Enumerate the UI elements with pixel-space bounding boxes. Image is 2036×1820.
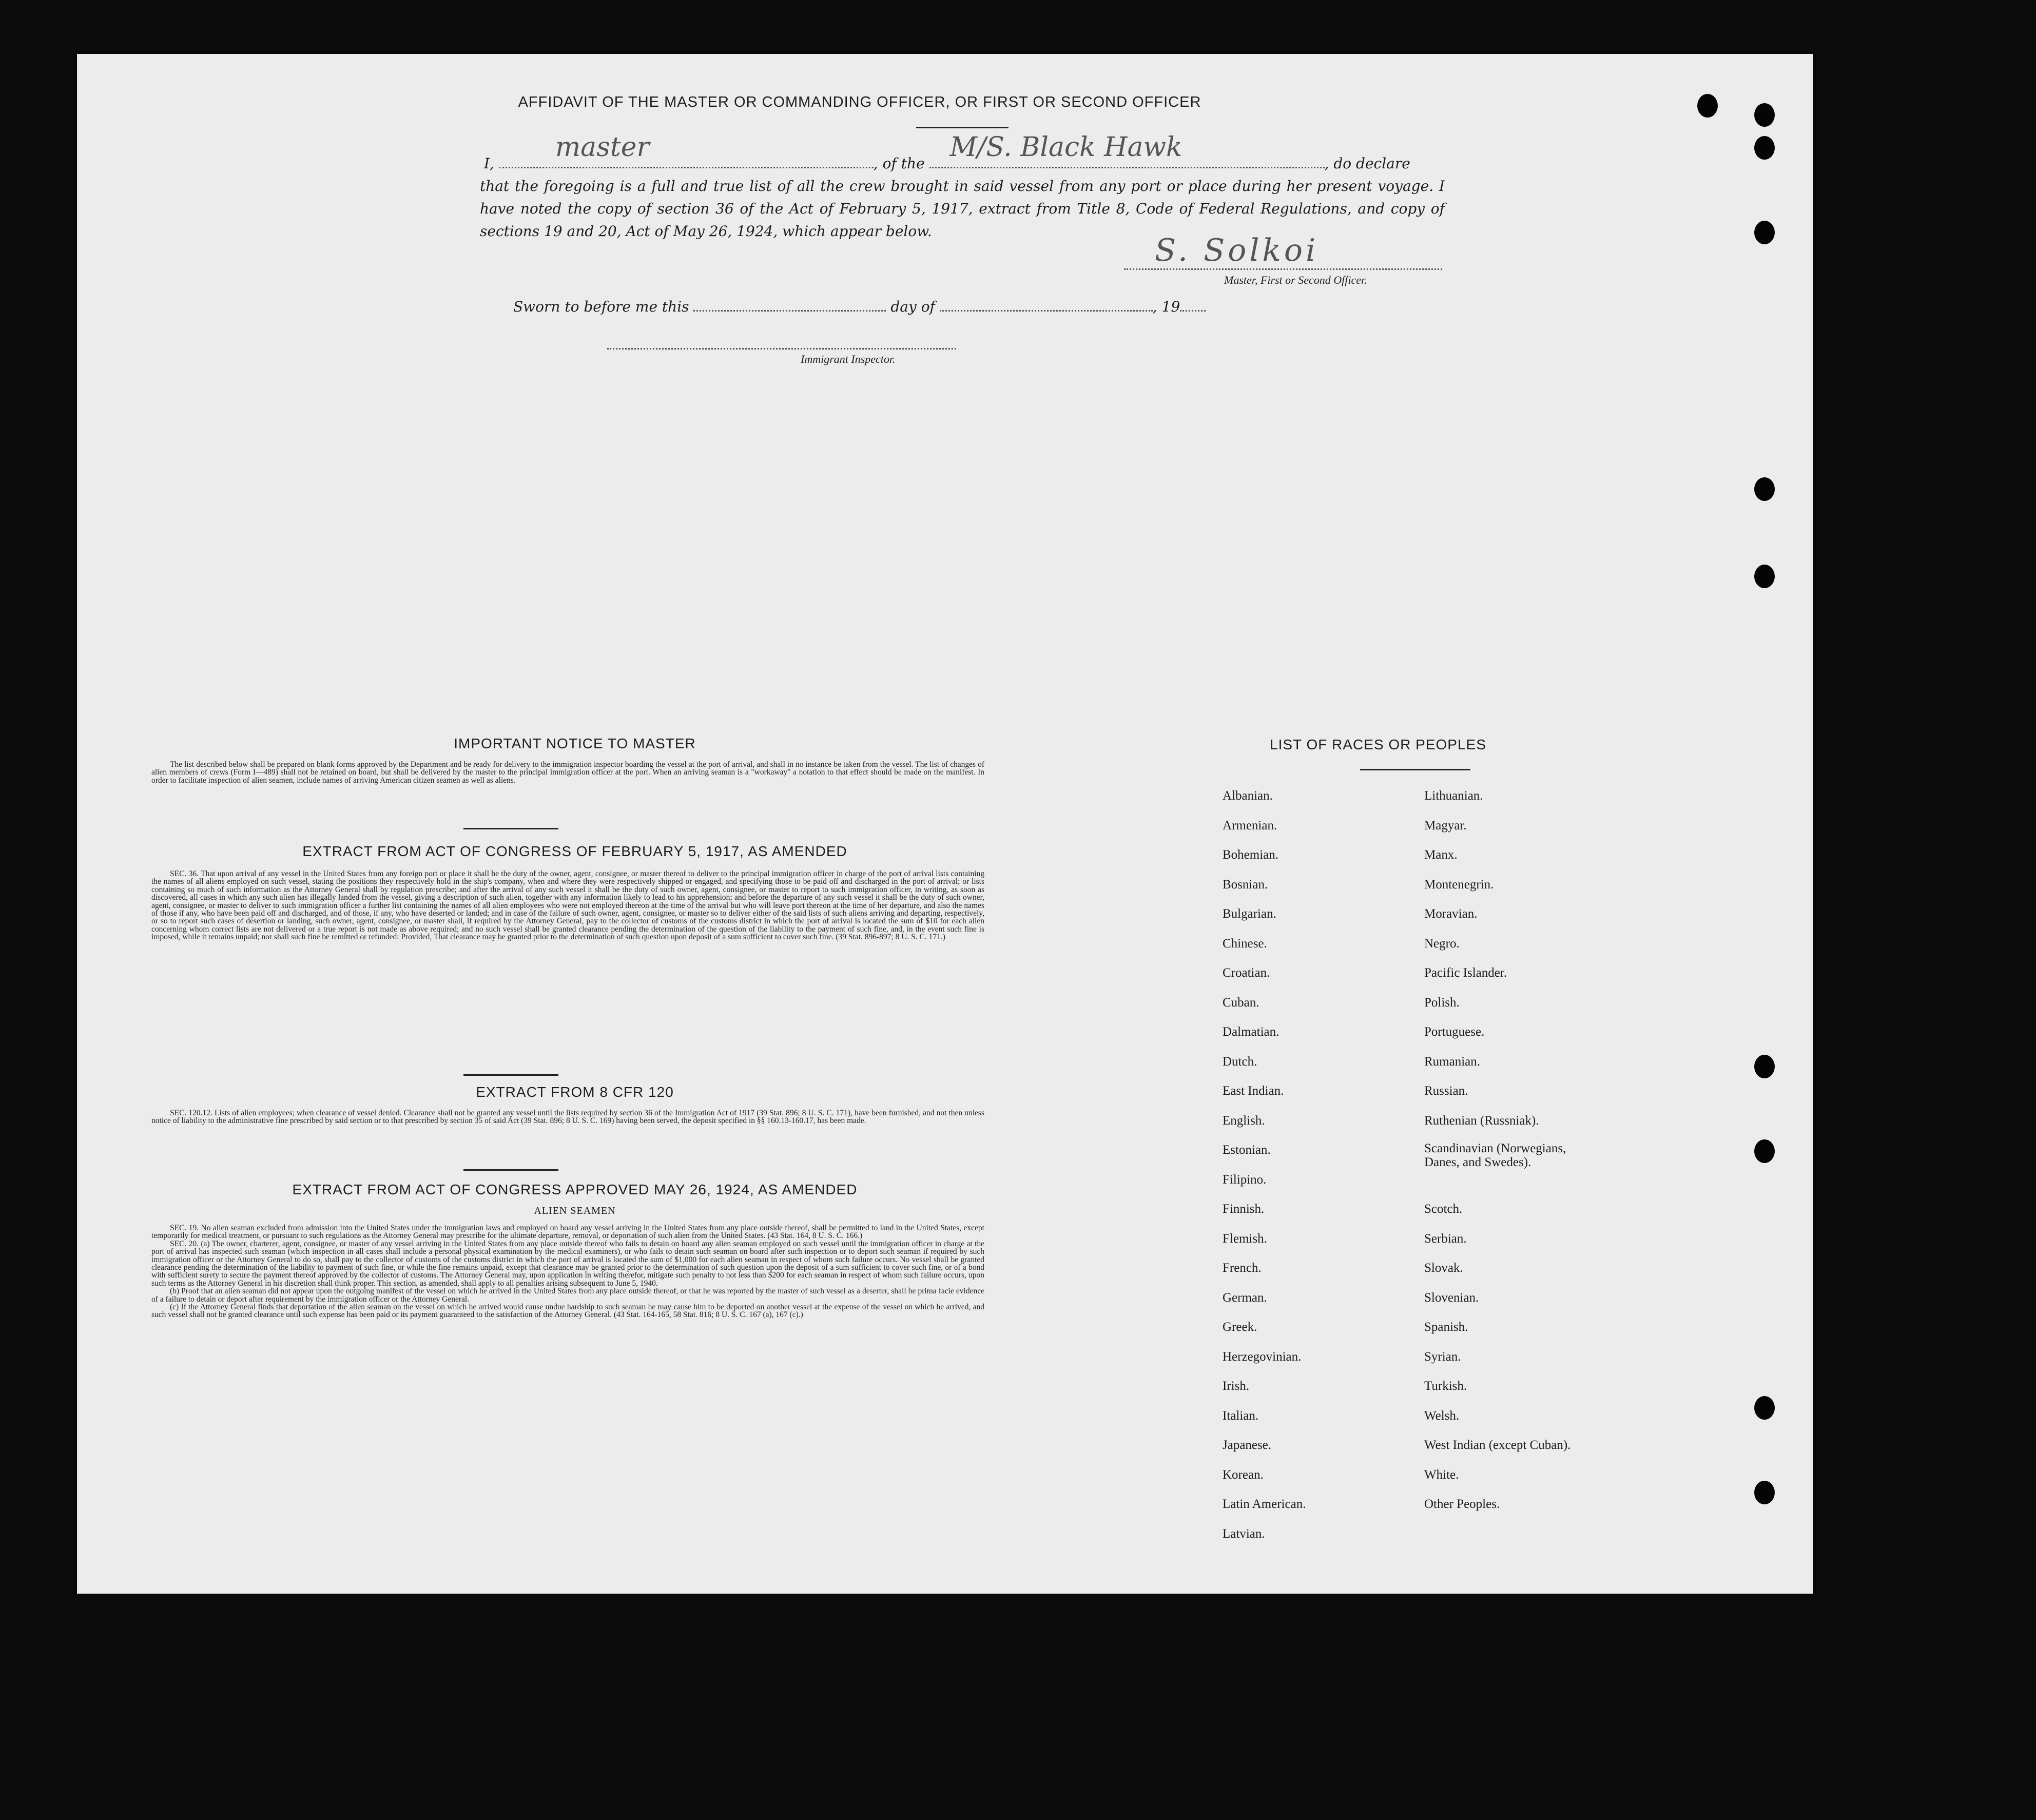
race-item: Lithuanian. [1424,789,1483,803]
extract-1917-body [151,870,984,941]
sworn-day-label: day of [890,298,935,315]
vessel-name-field [929,132,1325,168]
race-item: Chinese. [1223,936,1267,951]
declaration-mid: , of the [873,155,925,172]
punch-hole [1754,1481,1775,1504]
divider [463,828,558,829]
punch-hole [1754,221,1775,244]
extract-1917-title: EXTRACT FROM ACT OF CONGRESS OF FEBRUARY 5, 1917, AS AMENDED [302,843,847,859]
race-item: Ruthenian (Russniak). [1424,1113,1539,1128]
race-item: French. [1223,1261,1262,1275]
race-item: Latin American. [1223,1497,1306,1511]
race-item: Negro. [1424,936,1460,951]
race-item: Turkish. [1424,1379,1467,1393]
punch-hole [1754,1396,1775,1420]
race-item: Serbian. [1424,1231,1467,1246]
section-20a-paragraph: SEC. 20. (a) The owner, charterer, agent, consignee, or master of any vessel arriving in the United States from any place outside thereof who fails to detain on board any alien seaman employed on such vessel until the immigration officer in charge at the port of arrival has inspected such seaman (which inspection in all cases shall include a personal physical examination by the medical examiners), or who fails to detain such seaman on board after such inspection or to deport such seaman if required by such immigration officer or the Attorney General to do so, shall pay to the collector of customs of the customs district in which the port of arrival is located the sum of $1,000 for each alien seaman in respect of whom such failure occurs. No vessel shall be granted clearance pending the determination of the liability to payment of such fine, or while the fine remains unpaid, except that clearance may be granted prior to the determination of such question upon the deposit of a sum sufficient to cover such fine, or of a bond with sufficient surety to secure the payment thereof approved by the collector of customs. The Attorney General may, upon application in writing therefor, mitigate such penalty to not less than $200 for each seaman in respect of whom such failure occurs, upon such terms as the Attorney General in his discretion shall think proper. This section, as amended, shall apply to all penalties arising subsequent to June 5, 1940. [151,1239,984,1288]
vessel-name-handwriting: M/S. Black Hawk [949,132,1182,163]
punch-hole [1754,1139,1775,1163]
punch-hole [1754,1055,1775,1078]
declaration-line-1 [480,132,1445,175]
races-column-1 [1223,781,1306,1548]
race-item: Cuban. [1223,995,1259,1010]
punch-hole [1754,565,1775,588]
race-item: Polish. [1424,995,1460,1010]
document-page [77,54,1813,1594]
sworn-prefix: Sworn to before me this [513,298,689,315]
race-item: Flemish. [1223,1231,1267,1246]
divider [1360,769,1470,770]
race-item: Other Peoples. [1424,1497,1500,1511]
inspector-line [607,348,956,350]
race-item: German. [1223,1290,1267,1305]
punch-hole [1754,136,1775,160]
extract-cfr-title: EXTRACT FROM 8 CFR 120 [476,1084,674,1100]
extract-1917-paragraph: SEC. 36. That upon arrival of any vessel in the United States from any foreign port or place it shall be the duty of the owner, agent, consignee, or master thereof to deliver to the principal immigration officer in charge of the port of arrival lists containing the names of all aliens employed on such vessel, stating the positions they respectively hold in the ship's company, when and where they were respectively shipped or engaged, and specifying those to be paid off and discharged in the port of arrival; or lists containing so much of such information as the Attorney General shall by regulation prescribe; and after the arrival of any such vessel it shall be the duty of such owner, agent, consignee, or master to report to such immigration officer, in writing, as soon as discovered, all cases in which any such alien has illegally landed from the vessel, giving a description of such alien, together with any information likely to lead to his apprehension; and before the departure of any such vessel it shall be the duty of such owner, agent, consignee, or master to deliver to such immigration officer a further list containing the names of all alien employees who were not employed thereon at the time of the arrival but who will leave port thereon at the time of her departure, and also the names of those if any, who have been paid off and discharged, and of those, if any, who have deserted or landed; and in case of the failure of such owner, agent, consignee, or master so to deliver either of the said lists of such aliens arriving and departing, respectively, or so to report such cases of desertion or landing, such owner, agent, consignee, or master shall, if required by the Attorney General, pay to the collector of customs of the customs district in which the port of arrival is located the sum of $10 for each alien concerning whom correct lists are not delivered or a true report is not made as above required; and no such vessel shall be granted clearance pending the determination of the question of the liability to the payment of such fine, and, in the event such fine is imposed, while it remains unpaid; nor shall such fine be remitted or refunded: Provided, That clearance may be granted prior to the determination of such question upon deposit of a sum sufficient to cover such fine. (39 Stat. 896-897; 8 U. S. C. 171.) [151,869,984,942]
notice-title: IMPORTANT NOTICE TO MASTER [454,735,696,751]
race-item: Spanish. [1424,1320,1468,1334]
race-item: Bohemian. [1223,848,1279,862]
race-item: Finnish. [1223,1202,1265,1216]
sworn-line [513,298,1206,315]
race-item: Armenian. [1223,818,1277,832]
race-item: Herzegovinian. [1223,1349,1302,1364]
extract-cfr-paragraph: SEC. 120.12. Lists of alien employees; when clearance of vessel denied. Clearance shall not be granted any vessel until the lists required by section 36 of the Immigration Act of 1917 (39 Stat. 896; 8 U. S. C. 171), have been furnished, and not then unless notice of liability to the administrative fine prescribed by said section or to that prescribed by section 35 of said Act (39 Stat. 896; 8 U. S. C. 169) having been served, the deposit specified in §§ 160.13-160.17, has been made. [151,1109,984,1126]
race-item: Russian. [1424,1084,1468,1098]
section-19-paragraph: SEC. 19. No alien seaman excluded from admission into the United States under the immigration laws and employed on board any vessel arriving in the United States from any place outside thereof, shall be permitted to land in the United States, except temporarily for medical treatment, or pursuant to such regulations as the Attorney General may prescribe for the ultimate departure, removal, or deportation of such alien from the United States. (43 Stat. 164, 8 U. S. C. 166.) [151,1224,984,1241]
races-title: LIST OF RACES OR PEOPLES [1270,737,1486,752]
affidavit-title: AFFIDAVIT OF THE MASTER OR COMMANDING OFFICER, OR FIRST OR SECOND OFFICER [518,94,1201,110]
race-item: Bulgarian. [1223,907,1276,921]
inspector-caption: Immigrant Inspector. [801,353,896,365]
extract-1924-subtitle: ALIEN SEAMEN [534,1205,616,1216]
punch-hole [1754,103,1775,127]
race-item: White. [1424,1467,1459,1482]
divider [463,1074,558,1076]
declaration-suffix: , do declare [1324,155,1410,172]
race-item: Irish. [1223,1379,1250,1393]
race-item: Albanian. [1223,789,1273,803]
extract-1924-body [151,1224,984,1319]
race-item: Italian. [1223,1408,1259,1423]
race-item: Manx. [1424,848,1458,862]
affidavit-declaration [480,132,1445,243]
race-item: Magyar. [1424,818,1467,832]
race-item: Greek. [1223,1320,1257,1334]
race-item: Dalmatian. [1223,1025,1279,1039]
race-item: Japanese. [1223,1438,1272,1452]
section-20b-paragraph: (b) Proof that an alien seaman did not appear upon the outgoing manifest of the vessel on which he arrived in the United States from any place outside thereof, or that he was reported by the master of such vessel as a deserter, shall be prima facie evidence of a failure to detain or deport after requirement by the immigration officer or the Attorney General. [151,1287,984,1304]
divider [916,127,1009,128]
declaration-body: that the foregoing is a full and true list of all the crew brought in said vessel from any port or place during her present voyage. I have noted the copy of section 36 of the Act of February 5, 1917, extract from Title 8, Code of Federal Regulations, and copy of sections 19 and 20, Act of May 26, 1924, which appear below. [480,178,1445,240]
race-item-text: Scandinavian (Norwegians, Danes, and Swedes). [1424,1141,1566,1169]
section-20c-paragraph: (c) If the Attorney General finds that deportation of the alien seaman on the vessel on which he arrived would cause undue hardship to such seaman he may cause him to be deported on another vessel at the expense of the vessel on which he arrived, and such vessel shall not be granted clearance until such expense has been paid or its payment guaranteed to the satisfaction of the Attorney General. (43 Stat. 164-165, 58 Stat. 816; 8 U. S. C. 167 (a), 167 (c).) [151,1303,984,1320]
race-item: Dutch. [1223,1054,1257,1069]
signature-line [1124,268,1442,270]
race-item: Slovak. [1424,1261,1463,1275]
race-item: Croatian. [1223,966,1270,980]
punch-hole [1697,94,1718,118]
notice-body [151,761,984,784]
race-item: Latvian. [1223,1526,1265,1541]
races-column-2 [1424,781,1594,1519]
notice-paragraph: The list described below shall be prepared on blank forms approved by the Department and be ready for delivery to the immigration inspector boarding the vessel at the port of arrival, and shall in no instance be taken from the vessel. The list of changes of alien members of crews (Form I—489) shall not be retained on board, but shall be delivered by the master to the principal immigration officer at the port. When an arriving seaman is a "workaway" a notation to that effect should be made on the manifest. In order to facilitate inspection of alien seamen, include names of arriving American citizen seamen as well as aliens. [151,760,984,785]
race-item: Scotch. [1424,1202,1463,1216]
race-item: Montenegrin. [1424,877,1494,892]
race-item: West Indian (except Cuban). [1424,1438,1571,1452]
race-item: Syrian. [1424,1349,1461,1364]
declaration-prefix: I, [484,155,494,172]
race-item: Pacific Islander. [1424,966,1507,980]
sworn-year-label: , 19 [1152,298,1180,315]
signature-caption: Master, First or Second Officer. [1224,274,1367,286]
race-item: Welsh. [1424,1408,1460,1423]
divider [463,1169,558,1171]
master-role-field [499,132,874,168]
race-item: Bosnian. [1223,877,1268,892]
race-item [1424,1135,1594,1194]
extract-cfr-body [151,1109,984,1125]
race-item: Rumanian. [1424,1054,1481,1069]
race-item: East Indian. [1223,1084,1284,1098]
sworn-date-field [693,310,886,312]
race-item: Slovenian. [1424,1290,1479,1305]
race-item: Korean. [1223,1467,1264,1482]
race-item: English. [1223,1113,1265,1128]
sworn-month-field [940,310,1153,312]
signature-handwriting: S. Solkoi [1155,233,1319,268]
race-item: Portuguese. [1424,1025,1485,1039]
race-item: Moravian. [1424,907,1478,921]
race-item: Estonian. [1223,1143,1271,1157]
master-role-handwriting: master [555,132,650,163]
sworn-year-field [1180,310,1206,312]
race-item: Filipino. [1223,1172,1267,1187]
extract-1924-title: EXTRACT FROM ACT OF CONGRESS APPROVED MAY 26, 1924, AS AMENDED [292,1182,858,1197]
punch-hole [1754,477,1775,501]
